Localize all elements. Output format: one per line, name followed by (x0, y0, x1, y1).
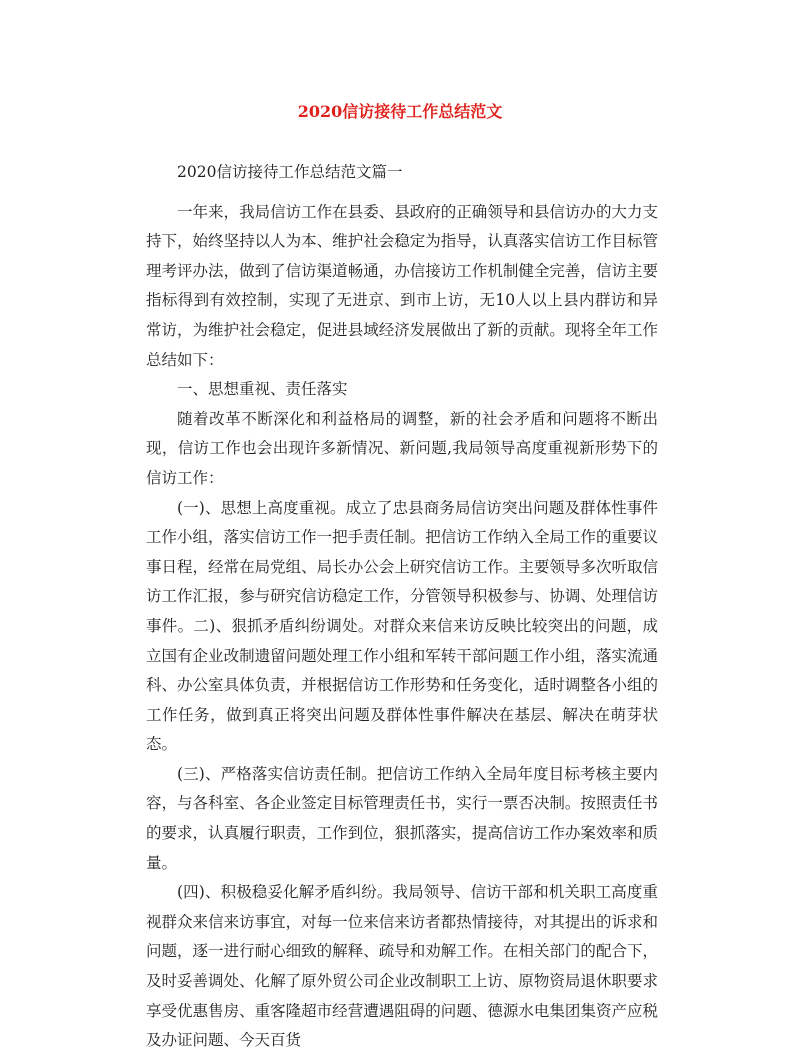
paragraph-item-3: (三)、严格落实信访责任制。把信访工作纳入全局年度目标考核主要内容，与各科室、各企业签定目标管理责任书，实行一票否决制。按照责任书的要求，认真履行职责，工作到位，狠抓落实，提高信访工作办案效率和质量。 (146, 764, 658, 872)
paragraph-intro: 一年来，我局信访工作在县委、县政府的正确领导和县信访办的大力支持下，始终坚持以人为本、维护社会稳定为指导，认真落实信访工作目标管理考评办法，做到了信访渠道畅通，办信接访工作机制健全完善，信访主要指标得到有效控制，实现了无进京、到市上访，无10人以上县内群访和异常访，为维护社会稳定，促进县域经济发展做出了新的贡献。现将全年工作总结如下： (146, 202, 658, 369)
paragraph-background: 随着改革不断深化和利益格局的调整，新的社会矛盾和问题将不断出现，信访工作也会出现许多新情况、新问题,我局领导高度重视新形势下的信访工作： (146, 409, 658, 487)
paragraph-item-4: (四)、积极稳妥化解矛盾纠纷。我局领导、信访干部和机关职工高度重视群众来信来访事宜，对每一位来信来访者都热情接待，对其提出的诉求和问题，逐一进行耐心细致的解释、疏导和劝解工作。在相关部门的配合下，及时妥善调处、化解了原外贸公司企业改制职工上访、原物资局退休职要求享受优惠售房、重客隆超市经营遭遇阻碍的问题、德源水电集团集资产应税及办证问题、今天百货 (146, 883, 658, 1050)
document-body (146, 158, 658, 1056)
document-title: 2020信访接待工作总结范文 (297, 102, 503, 121)
section-subtitle: 2020信访接待工作总结范文篇一 (177, 163, 403, 181)
section-heading: 一、思想重视、责任落实 (177, 380, 348, 399)
paragraph-item-1: (一)、思想上高度重视。成立了忠县商务局信访突出问题及群体性事件工作小组，落实信访工作一把手责任制。把信访工作纳入全局工作的重要议事日程，经常在局党组、局长办公会上研究信访工作。主要领导多次听取信访工作汇报，参与研究信访稳定工作，分管领导积极参与、协调、处理信访事件。二)、狠抓矛盾纠纷调处。对群众来信来访反映比较突出的问题，成立国有企业改制遗留问题处理工作小组和军转干部问题工作小组，落实流通科、办公室具体负责，并根据信访工作形势和任务变化，适时调整各小组的工作任务，做到真正将突出问题及群体性事件解决在基层、解决在萌芽状态。 (146, 498, 658, 754)
